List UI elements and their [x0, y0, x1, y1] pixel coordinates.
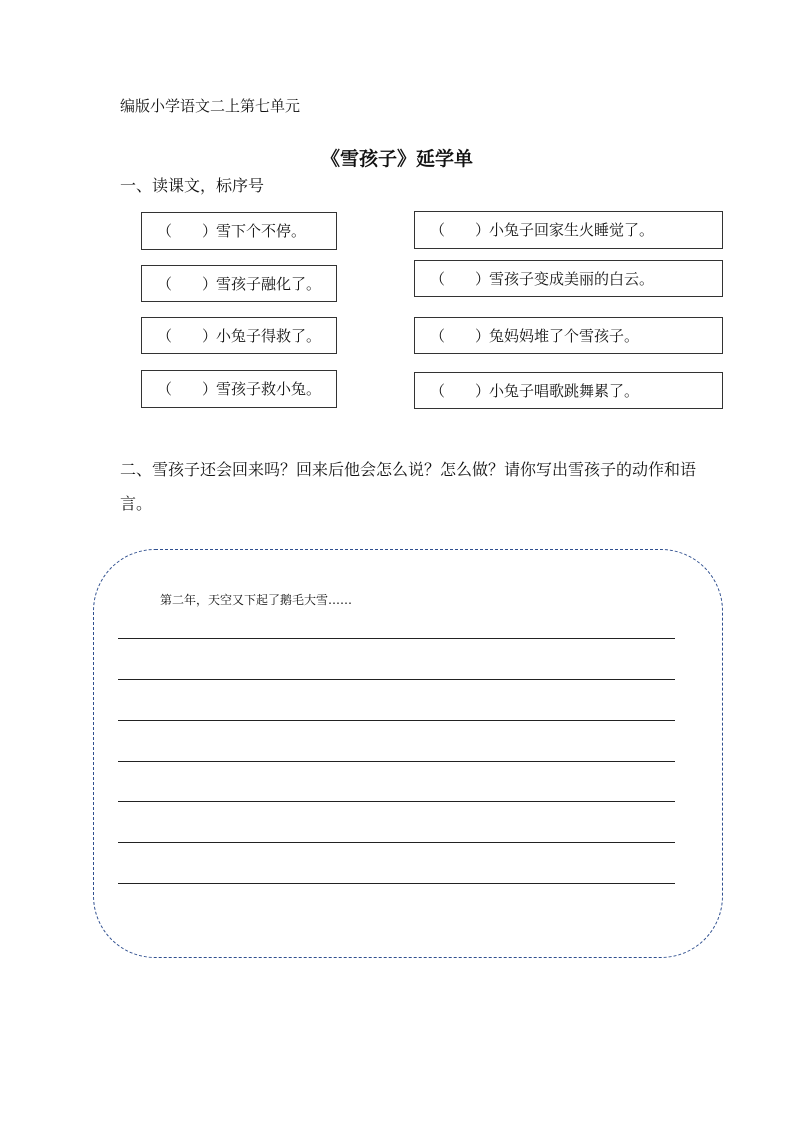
paren-close: ） [202, 380, 218, 398]
ordering-item-left-2[interactable] [141, 265, 337, 302]
paren-close: ） [202, 222, 218, 240]
writing-line[interactable] [118, 883, 675, 884]
worksheet-title: 《雪孩子》延学单 [320, 148, 473, 170]
ordering-item-right-4[interactable] [414, 372, 723, 409]
section-1-heading: 一、读课文，标序号 [120, 176, 265, 195]
paren-open: （ [430, 221, 446, 239]
writing-prompt: 第二年，天空又下起了鹅毛大雪…… [160, 593, 353, 607]
paren-close: ） [475, 221, 491, 239]
paren-open: （ [157, 274, 173, 293]
worksheet-subtitle: 编版小学语文二上第七单元 [120, 97, 301, 115]
ordering-item-left-1[interactable] [141, 212, 337, 250]
writing-line[interactable] [118, 638, 675, 639]
ordering-item-right-2[interactable] [414, 260, 723, 297]
writing-line[interactable] [118, 801, 675, 802]
writing-area-frame [93, 549, 723, 958]
paren-close: ） [202, 326, 218, 345]
paren-open: （ [157, 380, 173, 398]
ordering-item-right-1[interactable] [414, 211, 723, 249]
paren-open: （ [157, 222, 173, 240]
writing-line[interactable] [118, 679, 675, 680]
paren-close: ） [202, 274, 218, 293]
paren-open: （ [430, 326, 446, 345]
paren-open: （ [430, 381, 446, 400]
section-2-heading: 二、雪孩子还会回来吗？回来后他会怎么说？怎么做？请你写出雪孩子的动作和语言。 [120, 460, 697, 513]
ordering-item-text: 雪下个不停。 [216, 222, 307, 240]
writing-line[interactable] [118, 842, 675, 843]
ordering-item-right-3[interactable] [414, 317, 723, 354]
paren-close: ） [475, 326, 491, 345]
paren-close: ） [475, 269, 491, 288]
ordering-item-text: 兔妈妈堆了个雪孩子。 [489, 326, 640, 345]
ordering-item-left-3[interactable] [141, 317, 337, 354]
ordering-item-text: 小兔子得救了。 [216, 326, 322, 345]
paren-open: （ [430, 269, 446, 288]
ordering-item-text: 雪孩子变成美丽的白云。 [489, 269, 655, 288]
writing-line[interactable] [118, 761, 675, 762]
ordering-item-text: 雪孩子救小兔。 [216, 380, 322, 398]
ordering-item-text: 小兔子回家生火睡觉了。 [489, 221, 655, 239]
paren-open: （ [157, 326, 173, 345]
ordering-item-text: 雪孩子融化了。 [216, 274, 322, 293]
ordering-item-text: 小兔子唱歌跳舞累了。 [489, 381, 640, 400]
paren-close: ） [475, 381, 491, 400]
writing-line[interactable] [118, 720, 675, 721]
ordering-item-left-4[interactable] [141, 370, 337, 408]
